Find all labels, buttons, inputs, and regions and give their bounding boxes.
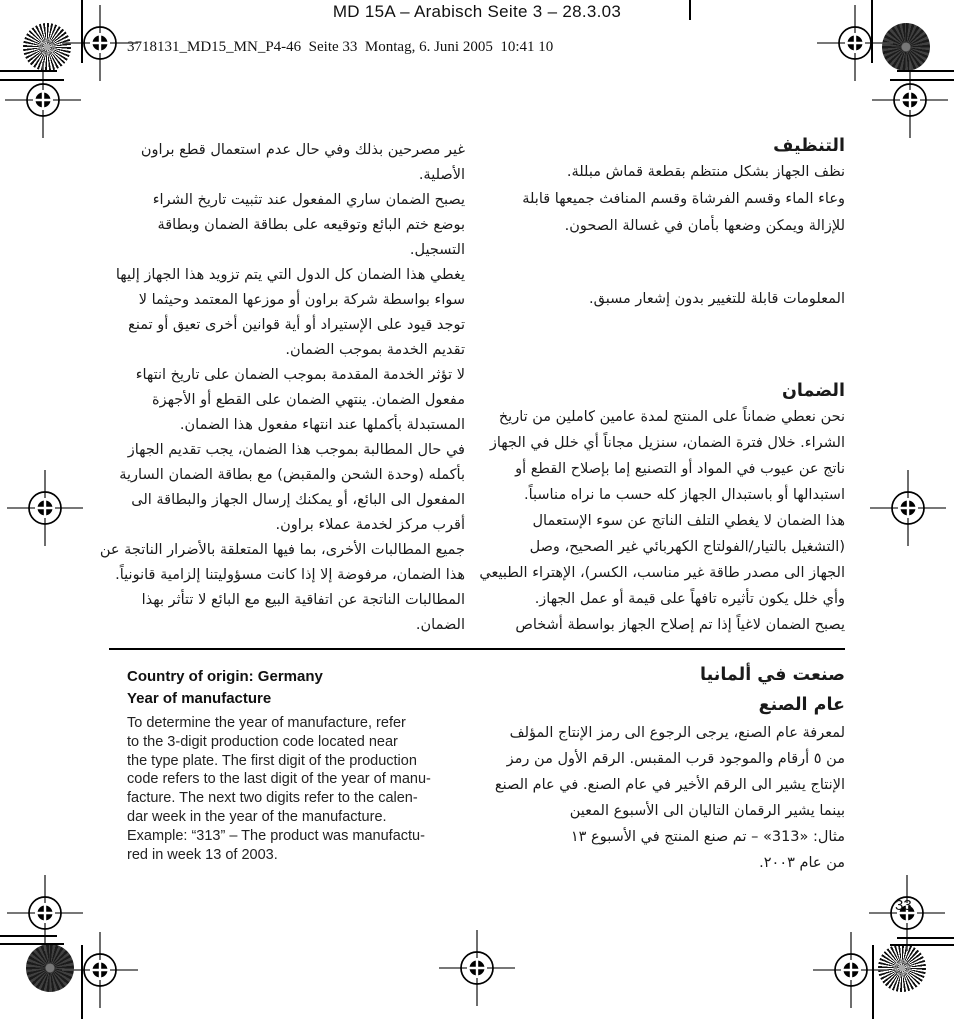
warranty-continuation xyxy=(99,138,465,638)
registration-mark-icon xyxy=(3,60,83,140)
year-of-manufacture-heading: Year of manufacture xyxy=(127,690,272,707)
trim-mark xyxy=(689,0,691,20)
change-notice xyxy=(489,287,845,312)
warranty-line: توجد قيود على الإستيراد أو أية قوانين أخرى تعيق أو تمنع xyxy=(128,317,465,333)
warranty-line: هذا الضمان، مرفوضة إلا إذا كانت مسؤوليتنا إلزامية قانونياً. xyxy=(115,567,465,583)
warranty-line: هذا الضمان لا يغطي التلف الناتج عن سوء الإستعمال xyxy=(532,513,845,529)
warranty-line: استبدالها أو باستبدال الجهاز كله حسب ما نراه مناسباً. xyxy=(523,487,845,503)
registration-mark-icon xyxy=(868,468,948,548)
warranty-line: المفعول الى البائع، أو يمكنك إرسال الجهاز والبطاقة الى xyxy=(131,492,465,508)
warranty-line: الضمان. xyxy=(415,617,465,633)
trim-mark xyxy=(872,945,874,1019)
warranty-line: تقديم الخدمة بموجب الضمان. xyxy=(285,342,465,358)
cleaning-line: للإزالة ويمكن وضعها بأمان في غسالة الصحون. xyxy=(564,218,845,234)
english-line: red in week 13 of 2003. xyxy=(127,846,278,863)
made-in-line: الإنتاج يشير الى الرقم الأخير في عام الصنع. في عام الصنع xyxy=(494,777,845,793)
notice-line: المعلومات قابلة للتغيير بدون إشعار مسبق. xyxy=(589,291,845,307)
warranty-heading: الضمان xyxy=(781,381,845,401)
trim-mark xyxy=(0,943,64,945)
warranty-line: نحن نعطي ضماناً على المنتج لمدة عامين كاملين من تاريخ xyxy=(498,409,845,425)
english-line: To determine the year of manufacture, refer xyxy=(127,715,406,731)
english-line: Example: “313” – The product was manufactu- xyxy=(127,827,425,844)
warranty-line: الشراء. خلال فترة الضمان، سنزيل مجاناً أي خلل في الجهاز xyxy=(489,435,845,451)
english-line: to the 3-digit production code located near xyxy=(127,733,398,750)
trim-mark xyxy=(0,935,57,937)
warranty-line: أقرب مركز لخدمة عملاء براون. xyxy=(275,517,465,533)
warranty-line: ناتج عن عيوب في المواد أو التصنيع إما بإصلاح القطع أو xyxy=(515,461,845,477)
warranty-line: في حال المطالبة بموجب هذا الضمان، يجب تقديم الجهاز xyxy=(127,442,465,458)
trim-mark xyxy=(897,70,954,72)
english-line: dar week in the year of the manufacture. xyxy=(127,808,387,825)
made-in-line: من ٥ أرقام والموجود قرب المقبس. الرقم الأول من رمز xyxy=(506,751,845,767)
section-divider xyxy=(109,648,845,650)
warranty-line: بأكمله (وحدة الشحن والمقبض) مع بطاقة الضمان السارية xyxy=(119,467,465,483)
made-in-heading: صنعت في ألمانيا xyxy=(700,665,845,685)
warranty-line: (التشغيل بالتيار/الفولتاج الكهربائي غير الصحيح، وصل xyxy=(529,539,845,555)
trim-mark xyxy=(0,79,64,81)
warranty-line: لا تؤثر الخدمة المقدمة بموجب الضمان على تاريخ انتهاء xyxy=(135,367,465,383)
country-of-origin-heading: Country of origin: Germany xyxy=(127,668,323,685)
warranty-line: الجهاز الى مصدر طاقة غير مناسب، الكسر)، الإهتراء الطبيعي xyxy=(479,565,845,581)
made-in-line: من عام ٢٠٠٣. xyxy=(759,855,845,871)
warranty-line: بوضع ختم البائع وتوقيعه على بطاقة الضمان وبطاقة xyxy=(157,217,465,233)
registration-mark-icon xyxy=(811,930,891,1010)
file-info-line: 3718131_MD15_MN_P4-46 Seite 33 Montag, 6. Juni 2005 10:41 10 xyxy=(127,39,554,55)
warranty-line: الأصلية. xyxy=(418,167,465,183)
trim-mark xyxy=(0,70,57,72)
registration-mark-icon xyxy=(437,928,517,1008)
warranty-line: يصبح الضمان لاغياً إذا تم إصلاح الجهاز بواسطة أشخاص xyxy=(515,617,845,633)
warranty-line: يغطي هذا الضمان كل الدول التي يتم تزويد هذا الجهاز إليها xyxy=(115,267,465,283)
warranty-line: يصبح الضمان ساري المفعول عند تثبيت تاريخ الشراء xyxy=(152,192,465,208)
page-title: MD 15A – Arabisch Seite 3 – 28.3.03 xyxy=(332,2,622,21)
trim-mark xyxy=(81,945,83,1019)
warranty-section xyxy=(479,378,845,638)
english-line: the type plate. The first digit of the production xyxy=(127,752,417,769)
warranty-line: المطالبات الناتجة عن اتفاقية البيع مع البائع لا تتأثر بهذا xyxy=(141,592,465,608)
trim-mark xyxy=(871,0,873,63)
warranty-line: سواء بواسطة شركة براون أو موزعها المعتمد وحيثما لا xyxy=(138,292,465,308)
trim-mark xyxy=(81,0,83,63)
made-in-section xyxy=(489,662,845,876)
registration-mark-icon xyxy=(60,930,140,1010)
warranty-line: وأي خلل يكون تأثيره تافهاً على قيمة أو عمل الجهاز. xyxy=(534,591,845,607)
made-in-line: بينما يشير الرقمان التاليان الى الأسبوع المعين xyxy=(569,803,845,819)
warranty-line: مفعول الضمان. ينتهي الضمان على القطع أو الأجهزة xyxy=(152,392,465,408)
warranty-line: المستبدلة بأكملها عند انتهاء مفعول هذا الضمان. xyxy=(179,417,465,433)
english-line: facture. The next two digits refer to the calen- xyxy=(127,790,418,807)
year-heading: عام الصنع xyxy=(758,695,845,715)
english-line: code refers to the last digit of the year of manu- xyxy=(127,771,431,788)
english-section xyxy=(127,666,472,864)
warranty-line: غير مصرحين بذلك وفي حال عدم استعمال قطع براون xyxy=(140,142,465,158)
cleaning-section xyxy=(489,133,845,240)
cleaning-line: وعاء الماء وقسم الفرشاة وقسم المنافث جميعها قابلة xyxy=(522,191,845,207)
trim-mark xyxy=(890,944,954,946)
warranty-line: التسجيل. xyxy=(409,242,465,258)
made-in-line: لمعرفة عام الصنع، يرجى الرجوع الى رمز الإنتاج المؤلف xyxy=(509,725,845,741)
trim-mark xyxy=(897,937,954,939)
registration-mark-icon xyxy=(870,60,950,140)
trim-mark xyxy=(890,79,954,81)
cleaning-line: نظف الجهاز بشكل منتظم بقطعة قماش مبللة. xyxy=(566,164,845,180)
cleaning-heading: التنظيف xyxy=(773,136,845,156)
page-number: 33 xyxy=(895,897,912,914)
made-in-line: مثال: «313» – تم صنع المنتج في الأسبوع ١٣ xyxy=(570,829,845,845)
registration-mark-icon xyxy=(5,468,85,548)
warranty-line: جميع المطالبات الأخرى، بما فيها المتعلقة بالأضرار الناتجة عن xyxy=(99,542,465,558)
